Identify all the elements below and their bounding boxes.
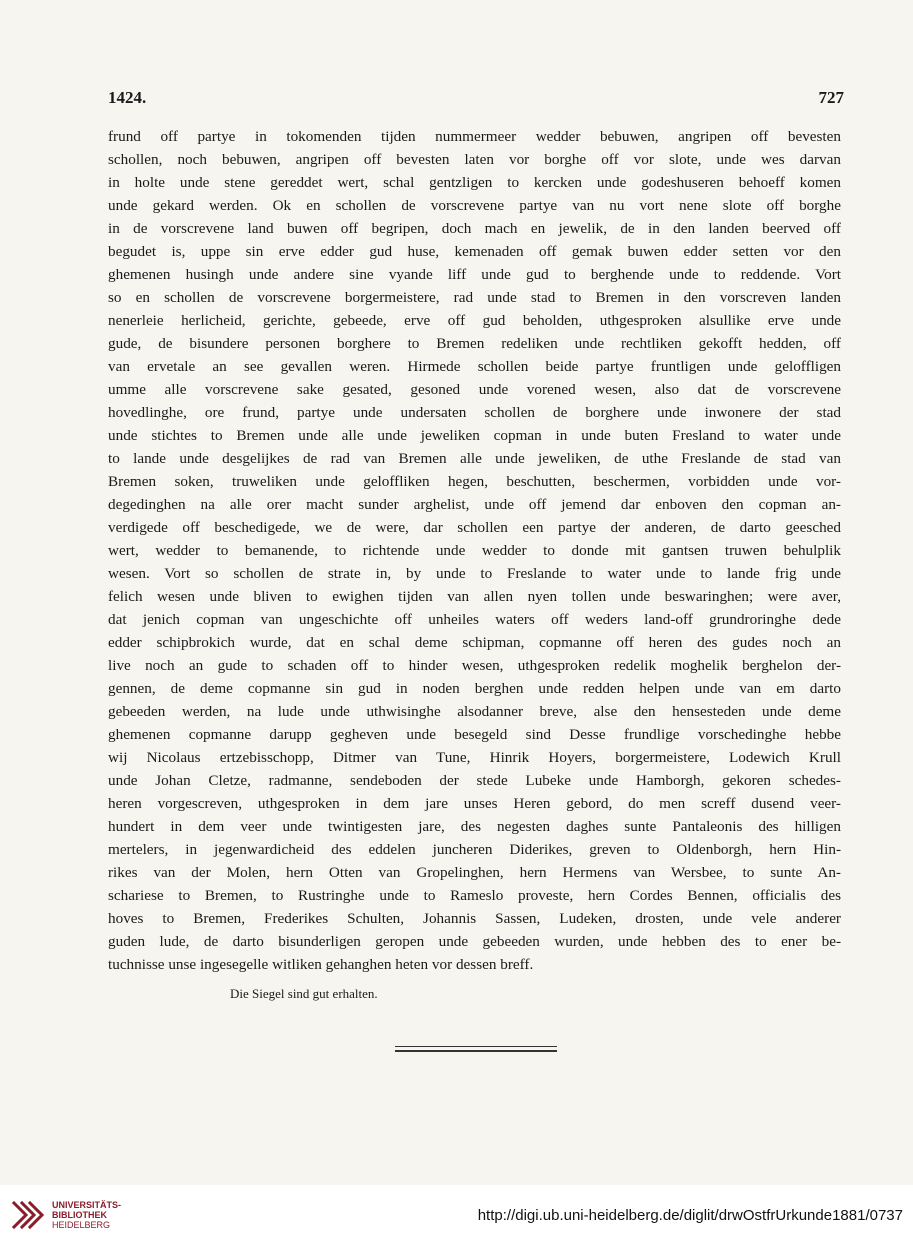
end-rule	[395, 1046, 557, 1052]
source-url-link[interactable]: http://digi.ub.uni-heidelberg.de/diglit/drwOstfrUrkunde1881/0737	[477, 1207, 903, 1224]
text-line: to lande unde desgelijkes de rad van Bremen alle unde jeweliken, de uthe Freslande de stad van	[108, 450, 841, 467]
text-line: edder schipbrokich wurde, dat en schal deme schipman, copmanne off heren des gudes noch an	[108, 634, 841, 651]
text-line: frund off partye in tokomenden tijden nummermeer wedder bebuwen, angripen off bevesten	[108, 128, 841, 145]
library-name	[52, 1200, 121, 1230]
text-line: hoves to Bremen, Frederikes Schulten, Johannis Sassen, Ludeken, drosten, unde vele anderer	[108, 910, 841, 927]
text-line: so en schollen de vorscrevene borgermeistere, rad unde stad to Bremen in den vorscreven landen	[108, 289, 841, 306]
footer-bar	[0, 1185, 913, 1249]
library-name-line: UNIVERSITÄTS-	[52, 1200, 122, 1210]
text-line: van ervetale an see gevallen weren. Hirmede schollen beide partye fruntligen unde geloffligen	[108, 358, 841, 375]
text-line: dat jenich copman van ungeschichte off unheiles waters off weders land-off grundroringhe dede	[108, 611, 841, 628]
library-name-line: BIBLIOTHEK	[52, 1210, 107, 1220]
text-line: mertelers, in jegenwardicheid des eddelen juncheren Diderikes, greven to Oldenborgh, hern Hin-	[108, 841, 841, 858]
text-line: hovedlinghe, ore frund, partye unde undersaten schollen de borghere unde inwonere der stad	[108, 404, 841, 421]
text-line: guden lude, de darto bisunderligen geropen unde gebeeden wurden, unde hebben des to ener be-	[108, 933, 841, 950]
text-line: Bremen soken, truweliken unde geloffliken hegen, beschutten, beschermen, vorbidden unde vor-	[108, 473, 841, 490]
text-line: nenerleie herlicheid, gerichte, gebeede, erve off gud beholden, uthgesproken alsullike erve unde	[108, 312, 841, 329]
text-line: felich wesen unde bliven to ewighen tijden van allen nyen tollen unde beswaringhen; were aver,	[108, 588, 841, 605]
text-line: verdigede off beschedigede, we de were, dar schollen een partye der anderen, de darto geesched	[108, 519, 841, 536]
text-line: rikes van der Molen, hern Otten van Gropelinghen, hern Hermens van Wersbee, to sunte An-	[108, 864, 841, 881]
page-number: 727	[818, 88, 844, 107]
text-line: wesen. Vort so schollen de strate in, by unde to Freslande to water unde to lande frig unde	[108, 565, 841, 582]
seal-note: Die Siegel sind gut erhalten.	[230, 986, 378, 1001]
text-line: unde stichtes to Bremen unde alle unde jeweliken copman in unde buten Fresland to water unde	[108, 427, 841, 444]
text-line: ghemenen copmanne darupp gegheven unde besegeld sind Desse frundlige vorschedinghe hebbe	[108, 726, 841, 743]
text-line: tuchnisse unse ingesegelle witliken gehanghen heten vor dessen breff.	[108, 956, 534, 973]
text-line: gennen, de deme copmanne sin gud in noden berghen unde redden helpen unde van em darto	[108, 680, 841, 697]
text-line: degedinghen na alle orer macht sunder arghelist, unde off jemend dar enboven den copman an-	[108, 496, 841, 513]
library-logo-icon	[10, 1193, 46, 1237]
text-line: wert, wedder to bemanende, to richtende unde wedder to donde mit gantsen truwen behulplik	[108, 542, 841, 559]
text-line: in de vorscrevene land buwen off begripen, doch mach en jewelik, de in den landen beerved off	[108, 220, 841, 237]
text-line: schollen, noch bebuwen, angripen off bevesten laten vor borghe off vor slote, unde wes darvan	[108, 151, 841, 168]
text-line: hundert in dem veer unde twintigesten jare, des negesten daghes sunte Pantaleonis des hilligen	[108, 818, 841, 835]
text-line: unde gekard werden. Ok en schollen de vorscrevene partye van nu vort nene slote off borghe	[108, 197, 841, 214]
library-name-line: HEIDELBERG	[52, 1220, 111, 1230]
text-line: begudet is, uppe sin erve edder gud huse, kemenaden off gemak buwen edder setten vor den	[108, 243, 841, 260]
text-line: gebeeden werden, na lude unde uthwisinghe alsodanner breve, alse den hensesteden unde deme	[108, 703, 841, 720]
text-line: gude, de bisundere personen borghere to Bremen redeliken unde rechtliken gekofft hedden, off	[108, 335, 841, 352]
text-line: unde Johan Cletze, radmanne, sendeboden der stede Lubeke unde Hamborgh, gekoren schedes-	[108, 772, 841, 789]
text-line: heren vorgescreven, uthgesproken in dem jare unses Heren gebord, do men screff dusend veer-	[108, 795, 841, 812]
text-line: schariese to Bremen, to Rustringhe unde to Rameslo proveste, hern Cordes Bennen, officialis des	[108, 887, 841, 904]
text-line: live noch an gude to schaden off to hinder wesen, uthgesproken redelik moghelik berghelon der-	[108, 657, 841, 674]
document-year: 1424.	[108, 88, 147, 107]
text-line: wij Nicolaus ertzebisschopp, Ditmer van Tune, Hinrik Hoyers, borgermeistere, Lodewich Krull	[108, 749, 841, 766]
text-line: in holte unde stene gereddet wert, schal gentzligen to kercken unde godeshuseren behoeff komen	[108, 174, 841, 191]
text-line: umme alle vorscrevene sake gesated, gesoned unde vorened wesen, also dat de vorscrevene	[108, 381, 841, 398]
page-header	[108, 88, 844, 112]
text-line: ghemenen husingh unde andere sine vyande liff unde gud to berghende unde to reddende. Vort	[108, 266, 841, 283]
body-text	[108, 125, 841, 976]
